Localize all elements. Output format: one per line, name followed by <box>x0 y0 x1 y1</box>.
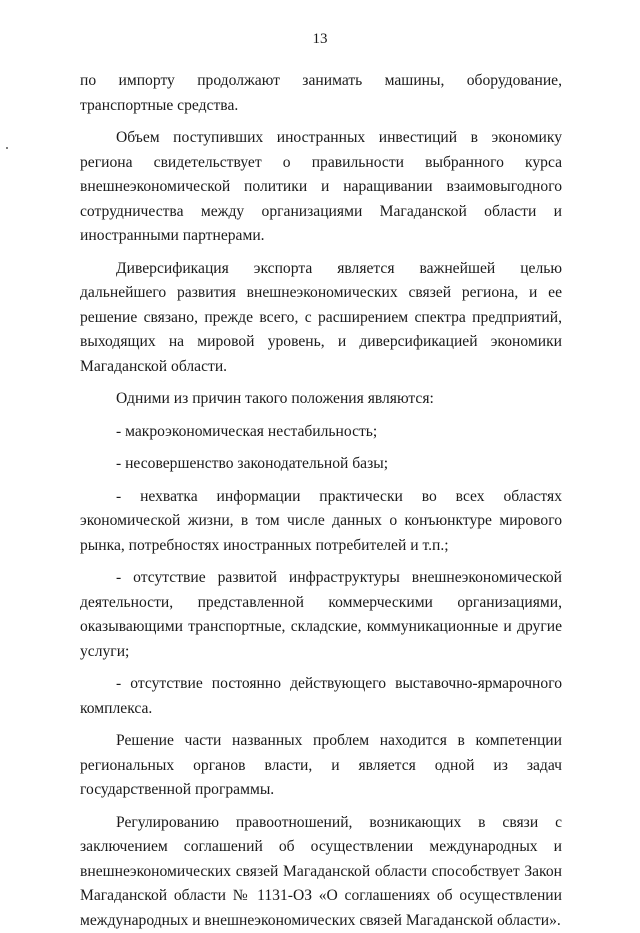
paragraph: Диверсификация экспорта является важнейшей целью дальнейшего развития внешнеэкономических связей региона, и ее решение связано, прежде всего, с расширением спектра предприятий, выходящих на мировой уровень, и диверсификацией экономики Магаданской области. <box>80 257 562 380</box>
list-item: - макроэкономическая нестабильность; <box>80 420 562 445</box>
paragraph: Регулированию правоотношений, возникающих в связи с заключением соглашений об осуществлении международных и внешнеэкономических связей Магаданской области способствует Закон Магаданской области № 1131-ОЗ «О соглашениях об осуществлении международных и внешнеэкономических связей Магаданской области». <box>80 811 562 933</box>
list-item: - нехватка информации практически во всех областях экономической жизни, в том числе данных о конъюнктуре мирового рынка, потребностях иностранных потребителей и т.п.; <box>80 485 562 559</box>
page-number: 13 <box>0 31 640 48</box>
body-text <box>80 69 562 933</box>
paragraph: Решение части названных проблем находится в компетенции региональных органов власти, и является одной из задач государственной программы. <box>80 729 562 803</box>
list-item: - отсутствие постоянно действующего выставочно-ярмарочного комплекса. <box>80 672 562 721</box>
list-item: - отсутствие развитой инфраструктуры внешнеэкономической деятельности, представленной коммерческими организациями, оказывающими транспортные, складские, коммуникационные и другие услуги; <box>80 566 562 664</box>
paragraph: по импорту продолжают занимать машины, оборудование, транспортные средства. <box>80 69 562 118</box>
paragraph: Объем поступивших иностранных инвестиций в экономику региона свидетельствует о правильности выбранного курса внешнеэкономической политики и наращивании взаимовыгодного сотрудничества между организациями Магаданской области и иностранными партнерами. <box>80 126 562 249</box>
list-item: - несовершенство законодательной базы; <box>80 452 562 477</box>
scan-speck <box>6 147 8 149</box>
paragraph: Одними из причин такого положения являются: <box>80 387 562 412</box>
